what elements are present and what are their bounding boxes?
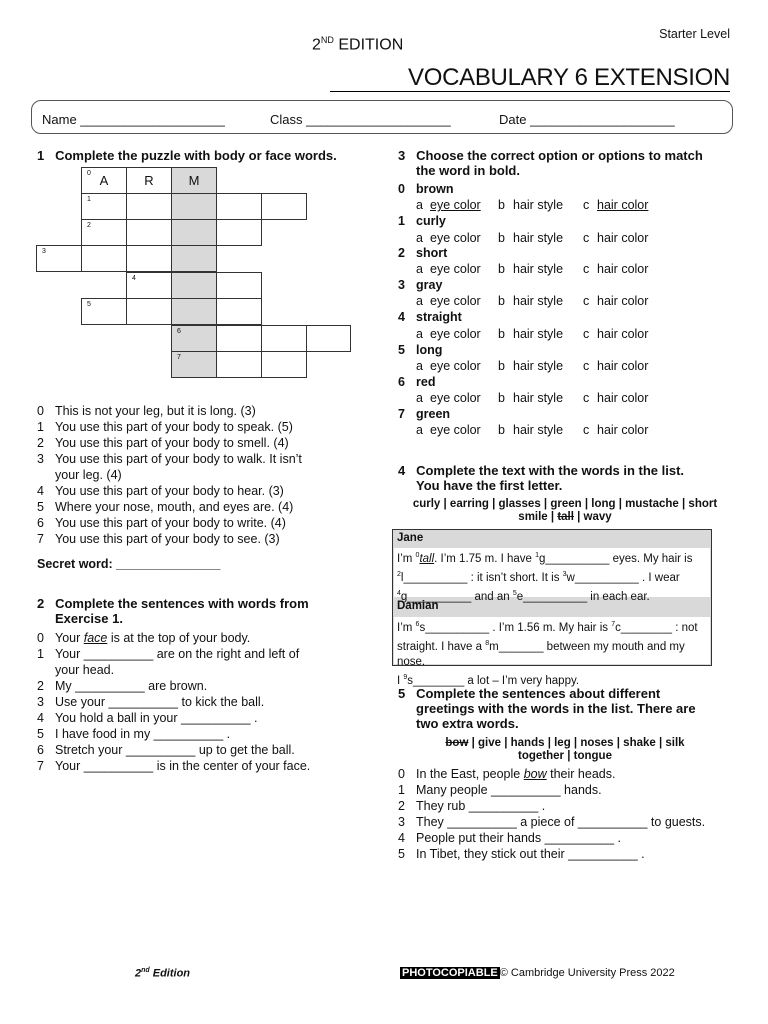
crossword-cell[interactable] (126, 193, 172, 220)
list-item: 3 gray (398, 278, 443, 292)
option-a[interactable]: eye color (430, 294, 481, 308)
crossword-cell[interactable]: 3 (36, 245, 82, 272)
crossword-cell-secret[interactable] (171, 272, 217, 299)
crossword-cell-secret[interactable]: M (171, 167, 217, 194)
crossword-cell[interactable] (126, 219, 172, 246)
option-c[interactable]: hair color (597, 198, 649, 212)
ex1-heading (37, 148, 337, 163)
list-item: 0 This is not your leg, but it is long. (3) (37, 404, 256, 418)
option-a[interactable]: eye color (430, 231, 481, 245)
list-item: 7 You use this part of your body to see. (3) (37, 532, 280, 546)
crossword-cell-secret[interactable]: 7 (171, 351, 217, 378)
crossword-cell[interactable]: 5 (81, 298, 127, 325)
crossword-cell[interactable] (216, 219, 262, 246)
jane-text: I’m $^0$tall. I’m 1.75 m. I have $^1$g__________ eyes. My hair is $^2$l__________ : it isn’t short. It is $^3$w__________ . I wear $^4$g__________ and an $^5$e__________ in each ear. (394, 548, 710, 597)
footer-edition: 2nd Edition (135, 967, 191, 980)
list-item: 3 Use your __________ to kick the ball. (37, 695, 265, 709)
list-item: 6 You use this part of your body to write. (4) (37, 516, 286, 530)
option-b[interactable]: hair style (513, 231, 564, 245)
list-item: 7 Your __________ is in the center of your face. (37, 759, 311, 773)
option-a[interactable]: eye color (430, 423, 481, 437)
option-b[interactable]: hair style (513, 198, 564, 212)
list-item: 3 You use this part of your body to walk. It isn’t (37, 452, 302, 466)
list-item: 7 green (398, 407, 451, 421)
page-title: VOCABULARY 6 EXTENSION (408, 64, 730, 91)
crossword-cell[interactable] (81, 245, 127, 272)
jane-label: Jane (397, 532, 424, 544)
list-item: 1 Your __________ are on the right and left of (37, 647, 300, 661)
crossword-cell[interactable] (126, 245, 172, 272)
list-item: 2 They rub __________ . (398, 799, 546, 813)
edition-label: 2ND EDITION (312, 35, 404, 54)
ex4-word-list: curly | earring | glasses | green | long | mustache | short smile | tall | wavy (412, 498, 718, 523)
name-field[interactable]: Name ____________________ (42, 112, 225, 127)
date-field[interactable]: Date ____________________ (499, 112, 675, 127)
list-item: 1 curly (398, 214, 446, 228)
crossword-cell-secret[interactable] (171, 245, 217, 272)
level-label: Starter Level (659, 27, 730, 41)
option-b[interactable]: hair style (513, 327, 564, 341)
crossword-cell-secret[interactable]: 6 (171, 325, 217, 352)
list-item: 6 red (398, 375, 436, 389)
list-item: 5 long (398, 343, 443, 357)
option-c[interactable]: hair color (597, 294, 649, 308)
list-item: 2 You use this part of your body to smell. (4) (37, 436, 289, 450)
crossword-cell[interactable] (216, 298, 262, 325)
ex2-heading: 2 Complete the sentences with words from Exercise 1. (37, 596, 309, 626)
list-item: 0 brown (398, 182, 454, 196)
ex5-word-list: bow | give | hands | leg | noses | shake | silk together | tongue (445, 737, 685, 762)
crossword-cell[interactable] (216, 351, 262, 378)
list-item: 2 My __________ are brown. (37, 679, 208, 693)
ex4-heading: 4 Complete the text with the words in the list. You have the first letter. (398, 463, 685, 493)
crossword-cell[interactable]: 4 (126, 272, 172, 299)
option-a[interactable]: eye color (430, 198, 481, 212)
option-a[interactable]: eye color (430, 359, 481, 373)
ex1-number: 1 (37, 148, 45, 163)
list-item: 4 You use this part of your body to hear. (3) (37, 484, 284, 498)
list-item: your head. (55, 663, 115, 677)
crossword-cell-secret[interactable] (171, 298, 217, 325)
option-b[interactable]: hair style (513, 423, 564, 437)
crossword-cell[interactable] (216, 272, 262, 299)
crossword-cell[interactable] (126, 298, 172, 325)
damian-label: Damian (397, 600, 439, 612)
crossword-cell[interactable] (261, 351, 307, 378)
ex3-heading: 3 Choose the correct option or options to match the word in bold. (398, 148, 703, 178)
crossword-cell[interactable]: 2 (81, 219, 127, 246)
photocopiable-badge: PHOTOCOPIABLE (402, 967, 498, 979)
crossword-cell[interactable] (216, 325, 262, 352)
ex1-title: Complete the puzzle with body or face words. (55, 148, 337, 163)
option-b[interactable]: hair style (513, 262, 564, 276)
crossword-cell[interactable] (306, 325, 351, 352)
option-c[interactable]: hair color (597, 391, 649, 405)
option-a[interactable]: eye color (430, 391, 481, 405)
crossword-cell-secret[interactable] (171, 219, 217, 246)
option-c[interactable]: hair color (597, 359, 649, 373)
option-b[interactable]: hair style (513, 294, 564, 308)
ex3-options-list: 0 brown a eye color b hair style c hair color 1 curly a eye color b hair style c hair color 2 short a eye color b hair style c hair color 3 gray a eye color b hair style c hair color 4 straight a eye color b hair style c hair color 5 long a eye color b hair style c hair color 6 red a eye color b hair style c hair color 7 green a eye color b hair style c hair color (398, 182, 649, 437)
list-item: 2 short (398, 246, 448, 260)
crossword-cell[interactable] (261, 193, 307, 220)
list-item: 0 Your face is at the top of your body. (37, 631, 251, 645)
class-field[interactable]: Class ____________________ (270, 112, 451, 127)
list-item: 4 People put their hands __________ . (398, 831, 622, 845)
option-b[interactable]: hair style (513, 359, 564, 373)
ex5-heading: 5 Complete the sentences about different greetings with the words in the list. There are two extra words. (398, 686, 696, 731)
list-item: 4 You hold a ball in your __________ . (37, 711, 258, 725)
crossword-cell[interactable] (261, 325, 307, 352)
crossword-cell[interactable]: 1 (81, 193, 127, 220)
list-item: 1 Many people __________ hands. (398, 783, 602, 797)
crossword-cell[interactable]: R (126, 167, 172, 194)
damian-text: I’m $^6$s__________ . I’m 1.56 m. My hair is $^7$c________ : not straight. I have a $^8$m_______ between my mouth and my nose. I $^9$s________ a lot – I’m very happy. (394, 617, 710, 664)
list-item: 1 You use this part of your body to speak. (5) (37, 420, 293, 434)
title-underline (330, 91, 730, 92)
option-c[interactable]: hair color (597, 262, 649, 276)
list-item: your leg. (4) (55, 468, 122, 482)
option-c[interactable]: hair color (597, 423, 649, 437)
list-item: 3 They __________ a piece of __________ to guests. (398, 815, 706, 829)
option-a[interactable]: eye color (430, 262, 481, 276)
crossword-cell[interactable] (216, 193, 262, 220)
list-item: 4 straight (398, 310, 462, 324)
list-item: 5 I have food in my __________ . (37, 727, 231, 741)
list-item: 5 In Tibet, they stick out their __________ . (398, 847, 645, 861)
list-item: 5 Where your nose, mouth, and eyes are. (4) (37, 500, 294, 514)
crossword-cell-secret[interactable] (171, 193, 217, 220)
list-item: 0 In the East, people bow their heads. (398, 767, 616, 781)
option-c[interactable]: hair color (597, 327, 649, 341)
list-item: 6 Stretch your __________ up to get the ball. (37, 743, 295, 757)
footer-copyright: PHOTOCOPIABLE © Cambridge University Press 2022 (402, 967, 675, 979)
option-b[interactable]: hair style (513, 391, 564, 405)
option-c[interactable]: hair color (597, 231, 649, 245)
crossword-cell[interactable]: 0 A (81, 167, 127, 194)
option-a[interactable]: eye color (430, 327, 481, 341)
secret-word-field[interactable]: Secret word: _______________ (37, 557, 221, 571)
